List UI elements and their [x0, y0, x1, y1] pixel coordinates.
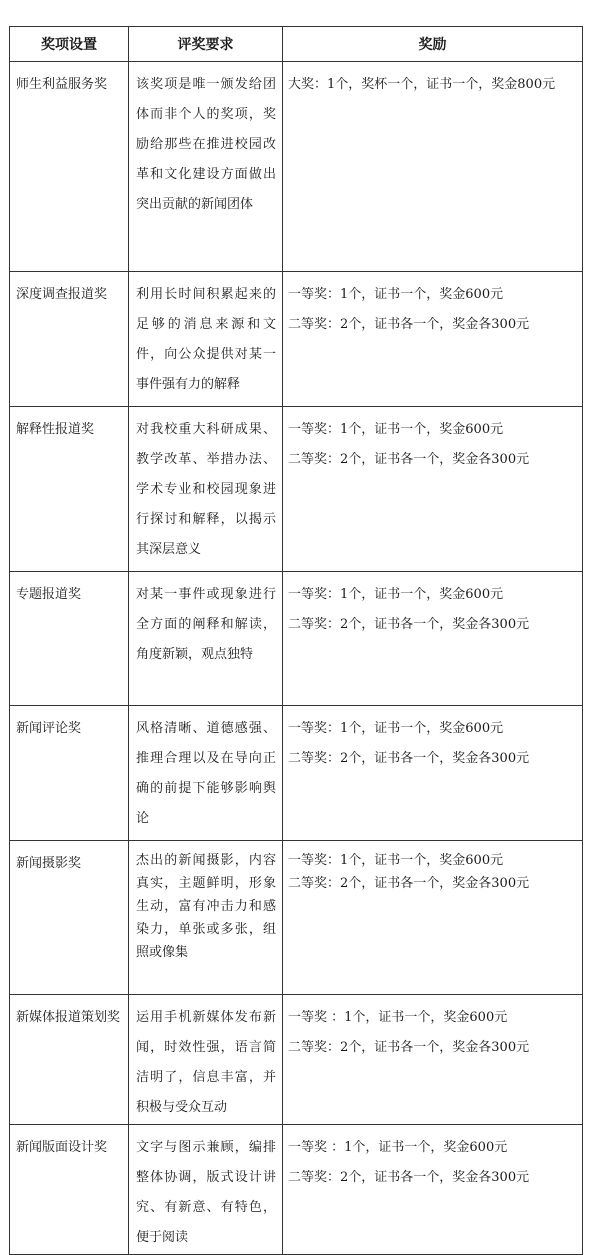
reward-line: 二等奖：2个，证书各一个，奖金各300元: [288, 876, 530, 891]
reward-line: 二等奖：2个，证书各一个，奖金各300元: [288, 1170, 530, 1185]
awards-table: [9, 26, 583, 1255]
award-name: 专题报道奖: [10, 572, 129, 706]
reward-line: 一等奖 ：1个，证书一个，奖金600元: [288, 1140, 508, 1155]
award-reward: [283, 1125, 583, 1255]
reward-line: 一等奖：1个，证书一个，奖金600元: [288, 422, 504, 437]
table-row: [10, 62, 583, 272]
award-name: 新闻摄影奖: [10, 841, 129, 995]
award-name: 解释性报道奖: [10, 407, 129, 572]
reward-line: 一等奖：1个，证书一个，奖金600元: [288, 721, 504, 736]
reward-line: 大奖：1个，奖杯一个，证书一个，奖金800元: [288, 77, 556, 92]
award-reward: [283, 572, 583, 706]
award-name: 深度调查报道奖: [10, 272, 129, 407]
award-requirement: 利用长时间积累起来的足够的消息来源和文件，向公众提供对某一事件强有力的解释: [129, 272, 283, 407]
table-row: [10, 1125, 583, 1255]
award-requirement: 杰出的新闻摄影，内容真实，主题鲜明，形象生动，富有冲击力和感染力，单张或多张，组照或像集: [129, 841, 283, 995]
reward-line: 一等奖 ：1个，证书一个，奖金600元: [288, 1010, 508, 1025]
award-requirement: 对我校重大科研成果、教学改革、举措办法、学术专业和校园现象进行探讨和解释，以揭示其深层意义: [129, 407, 283, 572]
award-name: 师生利益服务奖: [10, 62, 129, 272]
reward-line: 一等奖：1个，证书一个，奖金600元: [288, 587, 504, 602]
award-requirement: 文字与图示兼顾，编排整体协调，版式设计讲究、有新意、有特色，便于阅读: [129, 1125, 283, 1255]
table-row: [10, 407, 583, 572]
award-name: 新媒体报道策划奖: [10, 995, 129, 1125]
award-requirement: 对某一事件或现象进行全方面的阐释和解读，角度新颖，观点独特: [129, 572, 283, 706]
reward-line: 一等奖：1个，证书一个，奖金600元: [288, 853, 504, 868]
award-reward: [283, 407, 583, 572]
table-row: [10, 706, 583, 841]
award-reward: [283, 995, 583, 1125]
award-name: 新闻评论奖: [10, 706, 129, 841]
table-row: [10, 272, 583, 407]
reward-line: 二等奖：2个，证书各一个，奖金各300元: [288, 1040, 530, 1055]
header-row: [10, 27, 583, 62]
award-reward: [283, 706, 583, 841]
table-row: [10, 572, 583, 706]
award-requirement: 运用手机新媒体发布新闻，时效性强，语言简洁明了，信息丰富，并积极与受众互动: [129, 995, 283, 1125]
table-row: [10, 841, 583, 995]
award-requirement: 风格清晰、道德感强、推理合理以及在导向正确的前提下能够影响舆论: [129, 706, 283, 841]
header-requirement: 评奖要求: [129, 27, 283, 62]
reward-line: 二等奖：2个，证书各一个，奖金各300元: [288, 751, 530, 766]
reward-line: 二等奖：2个，证书各一个，奖金各300元: [288, 617, 530, 632]
header-award-setting: 奖项设置: [10, 27, 129, 62]
award-reward: [283, 841, 583, 995]
award-reward: [283, 272, 583, 407]
award-name: 新闻版面设计奖: [10, 1125, 129, 1255]
reward-line: 二等奖：2个，证书各一个，奖金各300元: [288, 317, 530, 332]
table-row: [10, 995, 583, 1125]
header-reward: 奖励: [283, 27, 583, 62]
reward-line: 一等奖：1个，证书一个，奖金600元: [288, 287, 504, 302]
award-reward: [283, 62, 583, 272]
award-requirement: 该奖项是唯一颁发给团体而非个人的奖项，奖励给那些在推进校园改革和文化建设方面做出突出贡献的新闻团体: [129, 62, 283, 272]
reward-line: 二等奖：2个，证书各一个，奖金各300元: [288, 452, 530, 467]
